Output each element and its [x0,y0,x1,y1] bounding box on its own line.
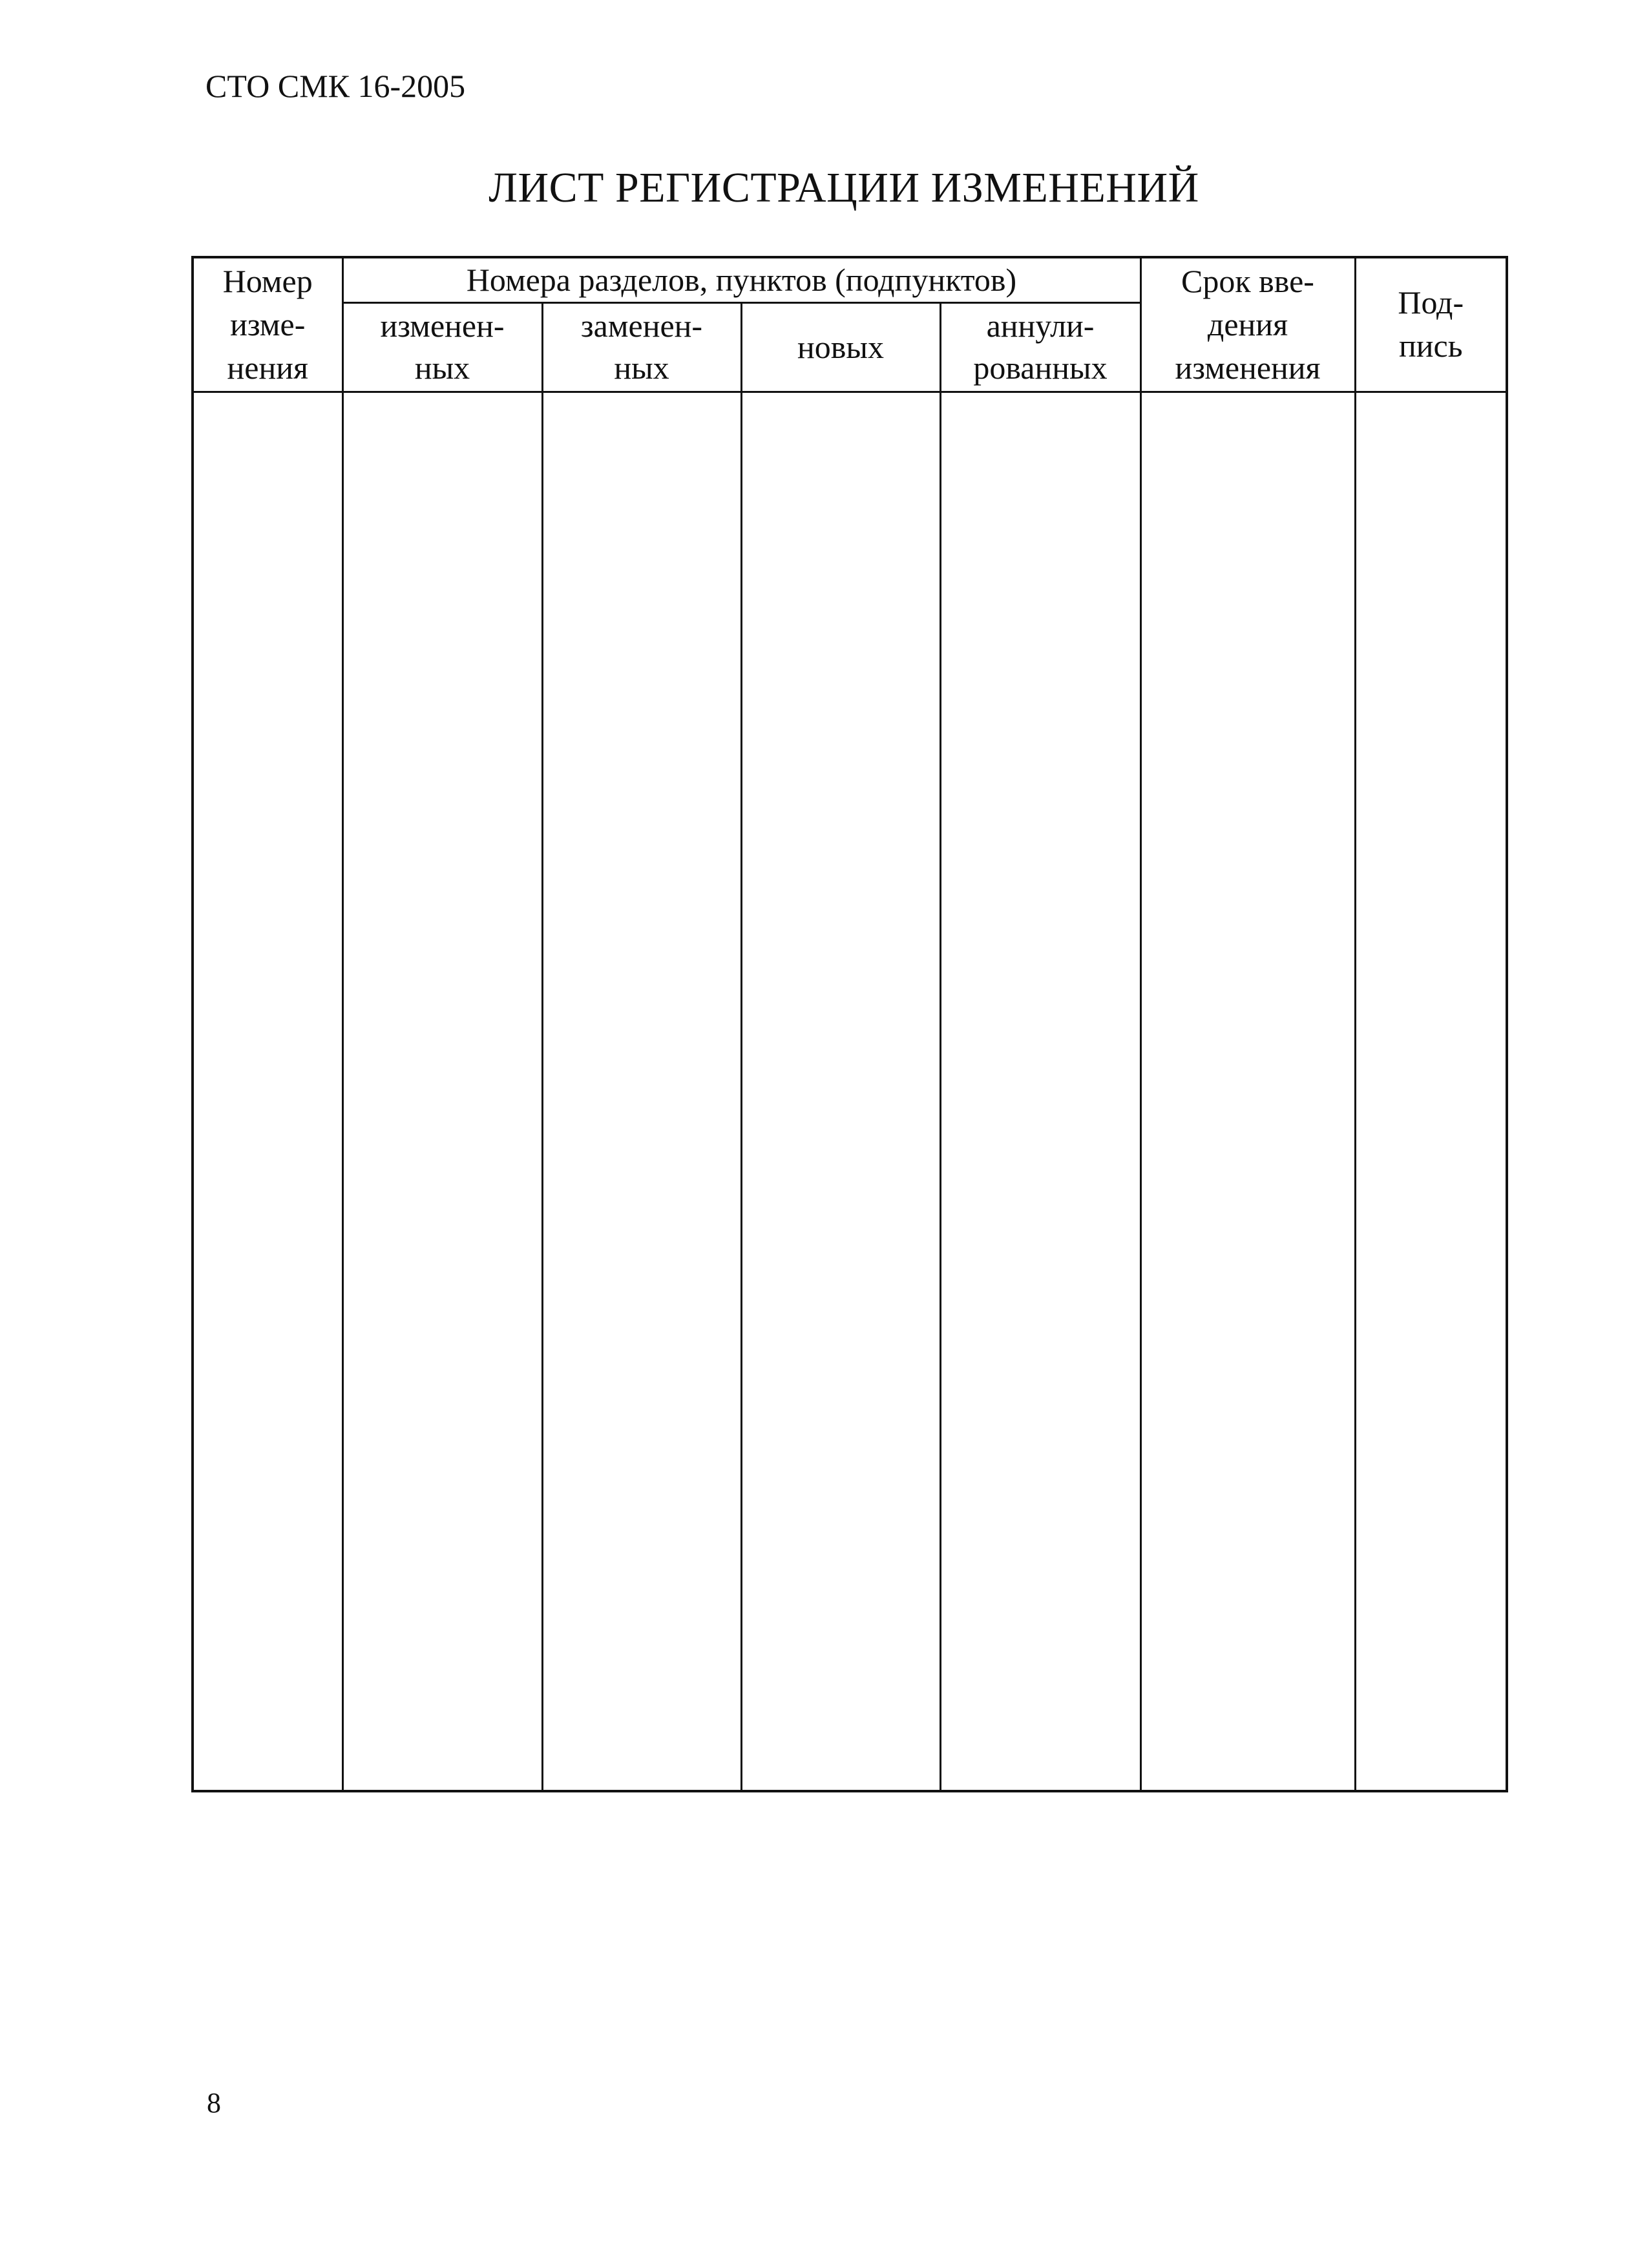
sheet-title: ЛИСТ РЕГИСТРАЦИИ ИЗМЕНЕНИЙ [488,164,1199,211]
cell-change-number[interactable] [193,392,342,1791]
cell-replaced[interactable] [542,392,741,1791]
cell-new[interactable] [741,392,940,1791]
header-signature: Под- пись [1355,257,1507,392]
page-number: 8 [207,2087,221,2119]
header-section-numbers: Номера разделов, пунктов (подпунктов) [342,257,1140,302]
header-cancelled: аннули- рованных [940,302,1140,392]
header-introduction-date: Срок вве- дения изменения [1140,257,1355,392]
cell-changed[interactable] [342,392,542,1791]
header-change-number: Номер изме- нения [193,257,342,392]
header-changed: изменен- ных [342,302,542,392]
cell-cancelled[interactable] [940,392,1140,1791]
header-new: новых [741,302,940,392]
cell-signature[interactable] [1355,392,1507,1791]
document-code: СТО СМК 16-2005 [205,68,466,104]
cell-introduction-date[interactable] [1140,392,1355,1791]
change-registration-table [191,256,1508,1792]
header-replaced: заменен- ных [542,302,741,392]
